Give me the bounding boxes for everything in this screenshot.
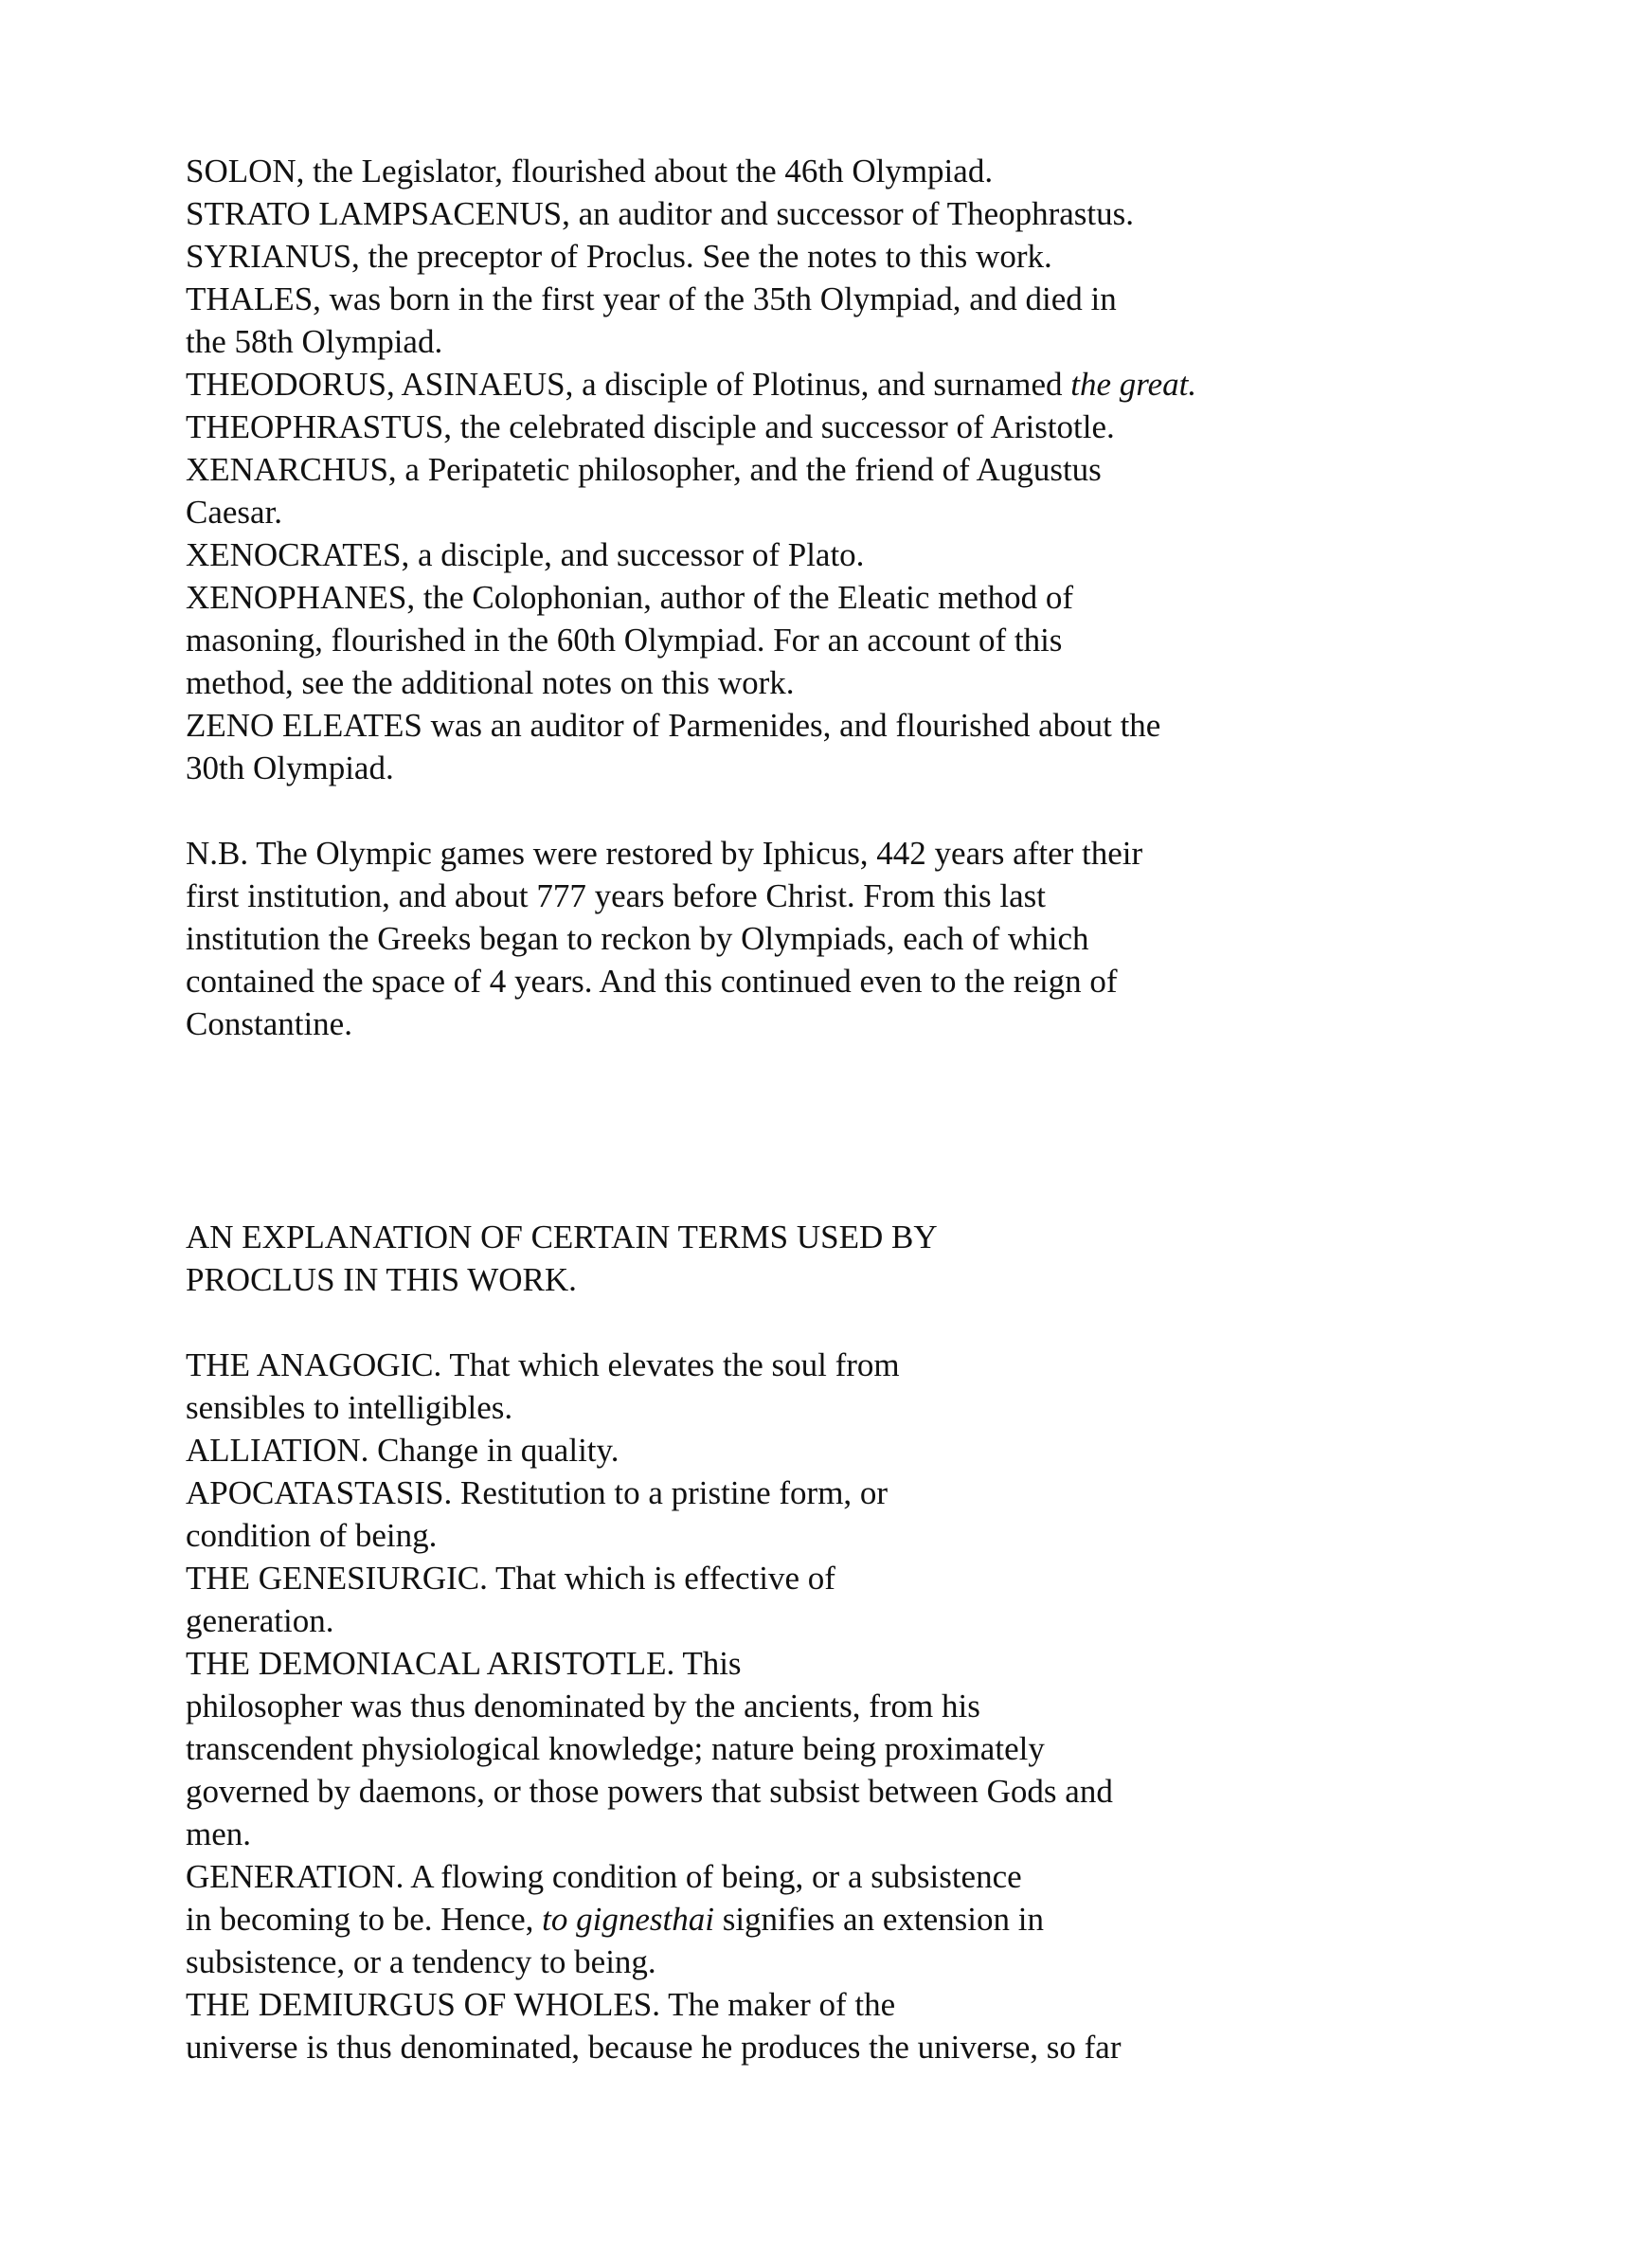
- term-demoniacal: THE DEMONIACAL ARISTOTLE. This: [186, 1645, 742, 1682]
- entry-zeno: ZENO ELEATES was an auditor of Parmenides, and flourished about the: [186, 707, 1161, 744]
- entry-theophrastus: THEOPHRASTUS, the celebrated disciple and successor of Aristotle.: [186, 408, 1115, 445]
- term-demiurgus: THE DEMIURGUS OF WHOLES. The maker of the: [186, 1986, 896, 2023]
- entry-zeno-cont: 30th Olympiad.: [186, 749, 394, 786]
- term-demoniacal-cont1: philosopher was thus denominated by the ancients, from his: [186, 1688, 980, 1724]
- term-anagogic-cont: sensibles to intelligibles.: [186, 1389, 513, 1426]
- olympiad-note: [186, 832, 1512, 1045]
- entry-thales: THALES, was born in the first year of the 35th Olympiad, and died in: [186, 280, 1117, 317]
- spacer: [186, 789, 1512, 832]
- heading-line: AN EXPLANATION OF CERTAIN TERMS USED BY: [186, 1219, 938, 1255]
- term-generation-cont1: [186, 1898, 1512, 1941]
- term-alliation: ALLIATION. Change in quality.: [186, 1432, 620, 1469]
- entry-theodorus: [186, 363, 1512, 406]
- entry-xenarchus-cont: Caesar.: [186, 494, 283, 531]
- term-demoniacal-cont3: governed by daemons, or those powers that subsist between Gods and: [186, 1773, 1113, 1810]
- term-apocatastasis-cont: condition of being.: [186, 1517, 438, 1554]
- entry-solon: SOLON, the Legislator, flourished about the 46th Olympiad.: [186, 153, 994, 190]
- spacer: [186, 1301, 1512, 1344]
- note-line: first institution, and about 777 years before Christ. From this last: [186, 877, 1046, 914]
- term-generation: GENERATION. A flowing condition of being, or a subsistence: [186, 1858, 1022, 1895]
- term-generation-italic: to gignesthai: [542, 1901, 714, 1938]
- heading-line: PROCLUS IN THIS WORK.: [186, 1261, 577, 1298]
- entry-thales-cont: the 58th Olympiad.: [186, 323, 443, 360]
- spacer-large: [186, 1045, 1512, 1216]
- term-demoniacal-cont2: transcendent physiological knowledge; nature being proximately: [186, 1730, 1045, 1767]
- term-generation-post: signifies an extension in: [713, 1901, 1044, 1938]
- biographical-entries: [186, 150, 1512, 789]
- entry-xenophanes-cont2: method, see the additional notes on this work.: [186, 664, 795, 701]
- term-generation-cont2: subsistence, or a tendency to being.: [186, 1943, 656, 1980]
- term-demoniacal-cont4: men.: [186, 1815, 252, 1852]
- document-page: [186, 150, 1512, 2068]
- glossary: [186, 1344, 1512, 2068]
- note-line: N.B. The Olympic games were restored by Iphicus, 442 years after their: [186, 835, 1143, 872]
- term-genesiurgic-cont: generation.: [186, 1602, 334, 1639]
- note-line: Constantine.: [186, 1005, 352, 1042]
- term-apocatastasis: APOCATASTASIS. Restitution to a pristine form, or: [186, 1474, 889, 1511]
- note-line: contained the space of 4 years. And this continued even to the reign of: [186, 963, 1118, 1000]
- term-genesiurgic: THE GENESIURGIC. That which is effective of: [186, 1560, 835, 1597]
- term-demiurgus-cont: universe is thus denominated, because he produces the universe, so far: [186, 2029, 1122, 2066]
- entry-syrianus: SYRIANUS, the preceptor of Proclus. See the notes to this work.: [186, 238, 1052, 275]
- entry-theodorus-text: THEODORUS, ASINAEUS, a disciple of Plotinus, and surnamed: [186, 366, 1071, 403]
- term-anagogic: THE ANAGOGIC. That which elevates the soul from: [186, 1346, 900, 1383]
- entry-xenophanes: XENOPHANES, the Colophonian, author of the Eleatic method of: [186, 579, 1074, 616]
- entry-xenophanes-cont1: masoning, flourished in the 60th Olympiad. For an account of this: [186, 622, 1063, 659]
- entry-strato: STRATO LAMPSACENUS, an auditor and successor of Theophrastus.: [186, 195, 1135, 232]
- note-line: institution the Greeks began to reckon by Olympiads, each of which: [186, 920, 1089, 957]
- entry-xenarchus: XENARCHUS, a Peripatetic philosopher, and the friend of Augustus: [186, 451, 1102, 488]
- entry-xenocrates: XENOCRATES, a disciple, and successor of Plato.: [186, 536, 865, 573]
- entry-theodorus-italic: the great.: [1070, 366, 1197, 403]
- term-generation-pre: in becoming to be. Hence,: [186, 1901, 543, 1938]
- section-heading: [186, 1216, 1512, 1301]
